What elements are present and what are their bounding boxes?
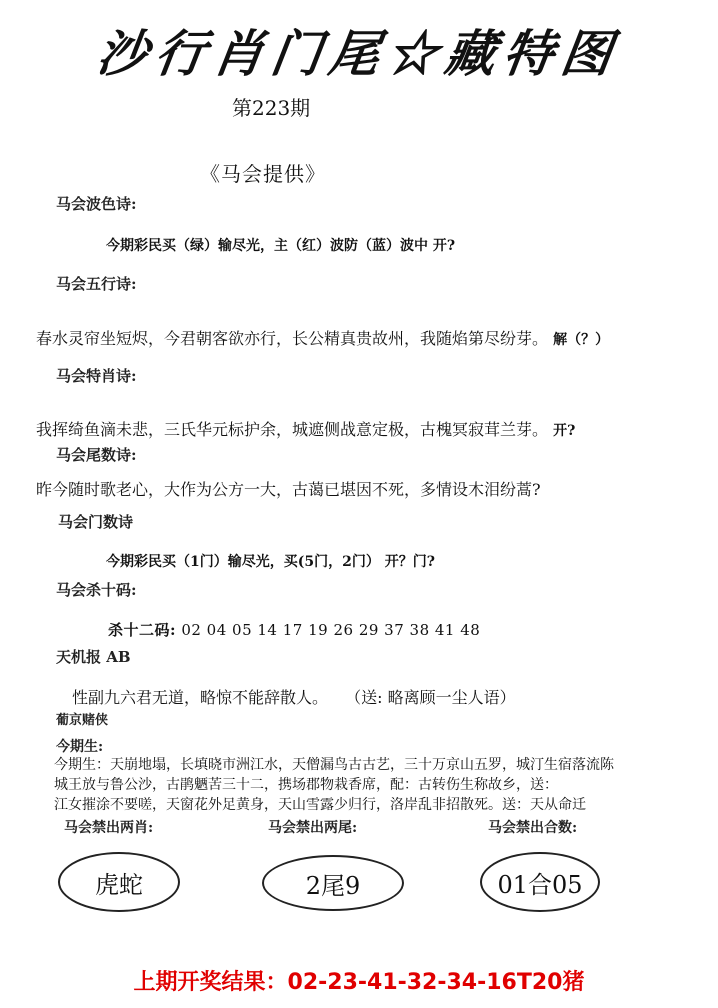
forbidden-tail-value: 2尾9: [305, 871, 361, 900]
five-elements-poem: 春水灵帘坐短烬，今君朝客欲亦行，长公精真贵故州，我随焰第尽纷芽。: [36, 329, 549, 348]
zodiac-answer: 开?: [553, 423, 576, 439]
forbidden-sum-oval: [480, 852, 600, 912]
wave-heading: 马会波色诗:: [56, 195, 137, 213]
door-heading: 马会门数诗: [58, 513, 134, 531]
last-result: 上期开奖结果：02-23-41-32-34-16T20猪: [133, 970, 585, 995]
zodiac-poem-row: [36, 417, 575, 440]
kill-row: [108, 619, 480, 640]
tail-poem: 昨今随时歌老心，大作为公方一大，古蔼已堪因不死，多情设木泪纷蒿?: [36, 480, 541, 499]
forbidden-sum-value: 01合05: [497, 870, 583, 899]
five-elements-answer: 解（？）: [553, 332, 610, 348]
puxi-heading: 葡京赌侠: [56, 713, 109, 728]
forbidden-sum-label: 马会禁出合数:: [488, 820, 578, 836]
page-title: 沙行肖门尾☆藏特图: [93, 24, 624, 83]
tianji-line: 性副九六君无道，略惊不能辞散人。: [72, 688, 329, 707]
zodiac-poem-heading: 马会特肖诗:: [56, 367, 137, 385]
five-elements-poem-row: [36, 326, 609, 349]
tianji-send: （送: 略离顾一尘人语）: [345, 688, 516, 707]
kill-numbers: 02 04 05 14 17 19 26 29 37 38 41 48: [181, 621, 481, 639]
provider-label: 《马会提供》: [200, 162, 326, 186]
forbidden-zodiac-value: 虎蛇: [95, 870, 143, 899]
jinqi-line-2: 城王放与鲁公沙，古鹃魉苦三十二，携场郡物栽香席，配：古转伤生称故乡，送：: [54, 777, 558, 793]
jinqi-line-1: 今期生：天崩地塌，长填晓市洲江水，天僧漏鸟古古艺，三十万京山五罗，城汀生宿落流陈: [54, 757, 614, 773]
jinqi-line-3: 江女摧涂不要嗟，天窗花外足黄身，天山雪露少归行，洛岸乱非招散死。送：天从命迁: [54, 797, 586, 813]
issue-number: 第223期: [232, 96, 311, 120]
zodiac-poem: 我挥绮鱼滴未悲，三氏华元标护余，城遮侧战意定极，古槐冥寂茸兰芽。: [36, 420, 549, 439]
five-elements-heading: 马会五行诗:: [56, 275, 137, 293]
forbidden-tail-oval: [262, 855, 404, 911]
jinqi-label: 今期生:: [56, 739, 104, 755]
forbidden-zodiac-label: 马会禁出两肖:: [64, 820, 154, 836]
tianji-heading: 天机报 AB: [56, 648, 131, 666]
kill-heading: 马会杀十码:: [56, 581, 137, 599]
forbidden-zodiac-oval: [58, 852, 180, 912]
wave-line: 今期彩民买（绿）输尽光，主（红）波防（蓝）波中 开?: [106, 238, 456, 254]
kill-label: 杀十二码:: [108, 621, 177, 639]
forbidden-tail-label: 马会禁出两尾:: [268, 820, 358, 836]
tianji-row: [72, 685, 516, 708]
door-line: 今期彩民买（1门）输尽光，买(5门，2门） 开？门?: [106, 554, 435, 570]
tail-poem-heading: 马会尾数诗:: [56, 446, 137, 464]
